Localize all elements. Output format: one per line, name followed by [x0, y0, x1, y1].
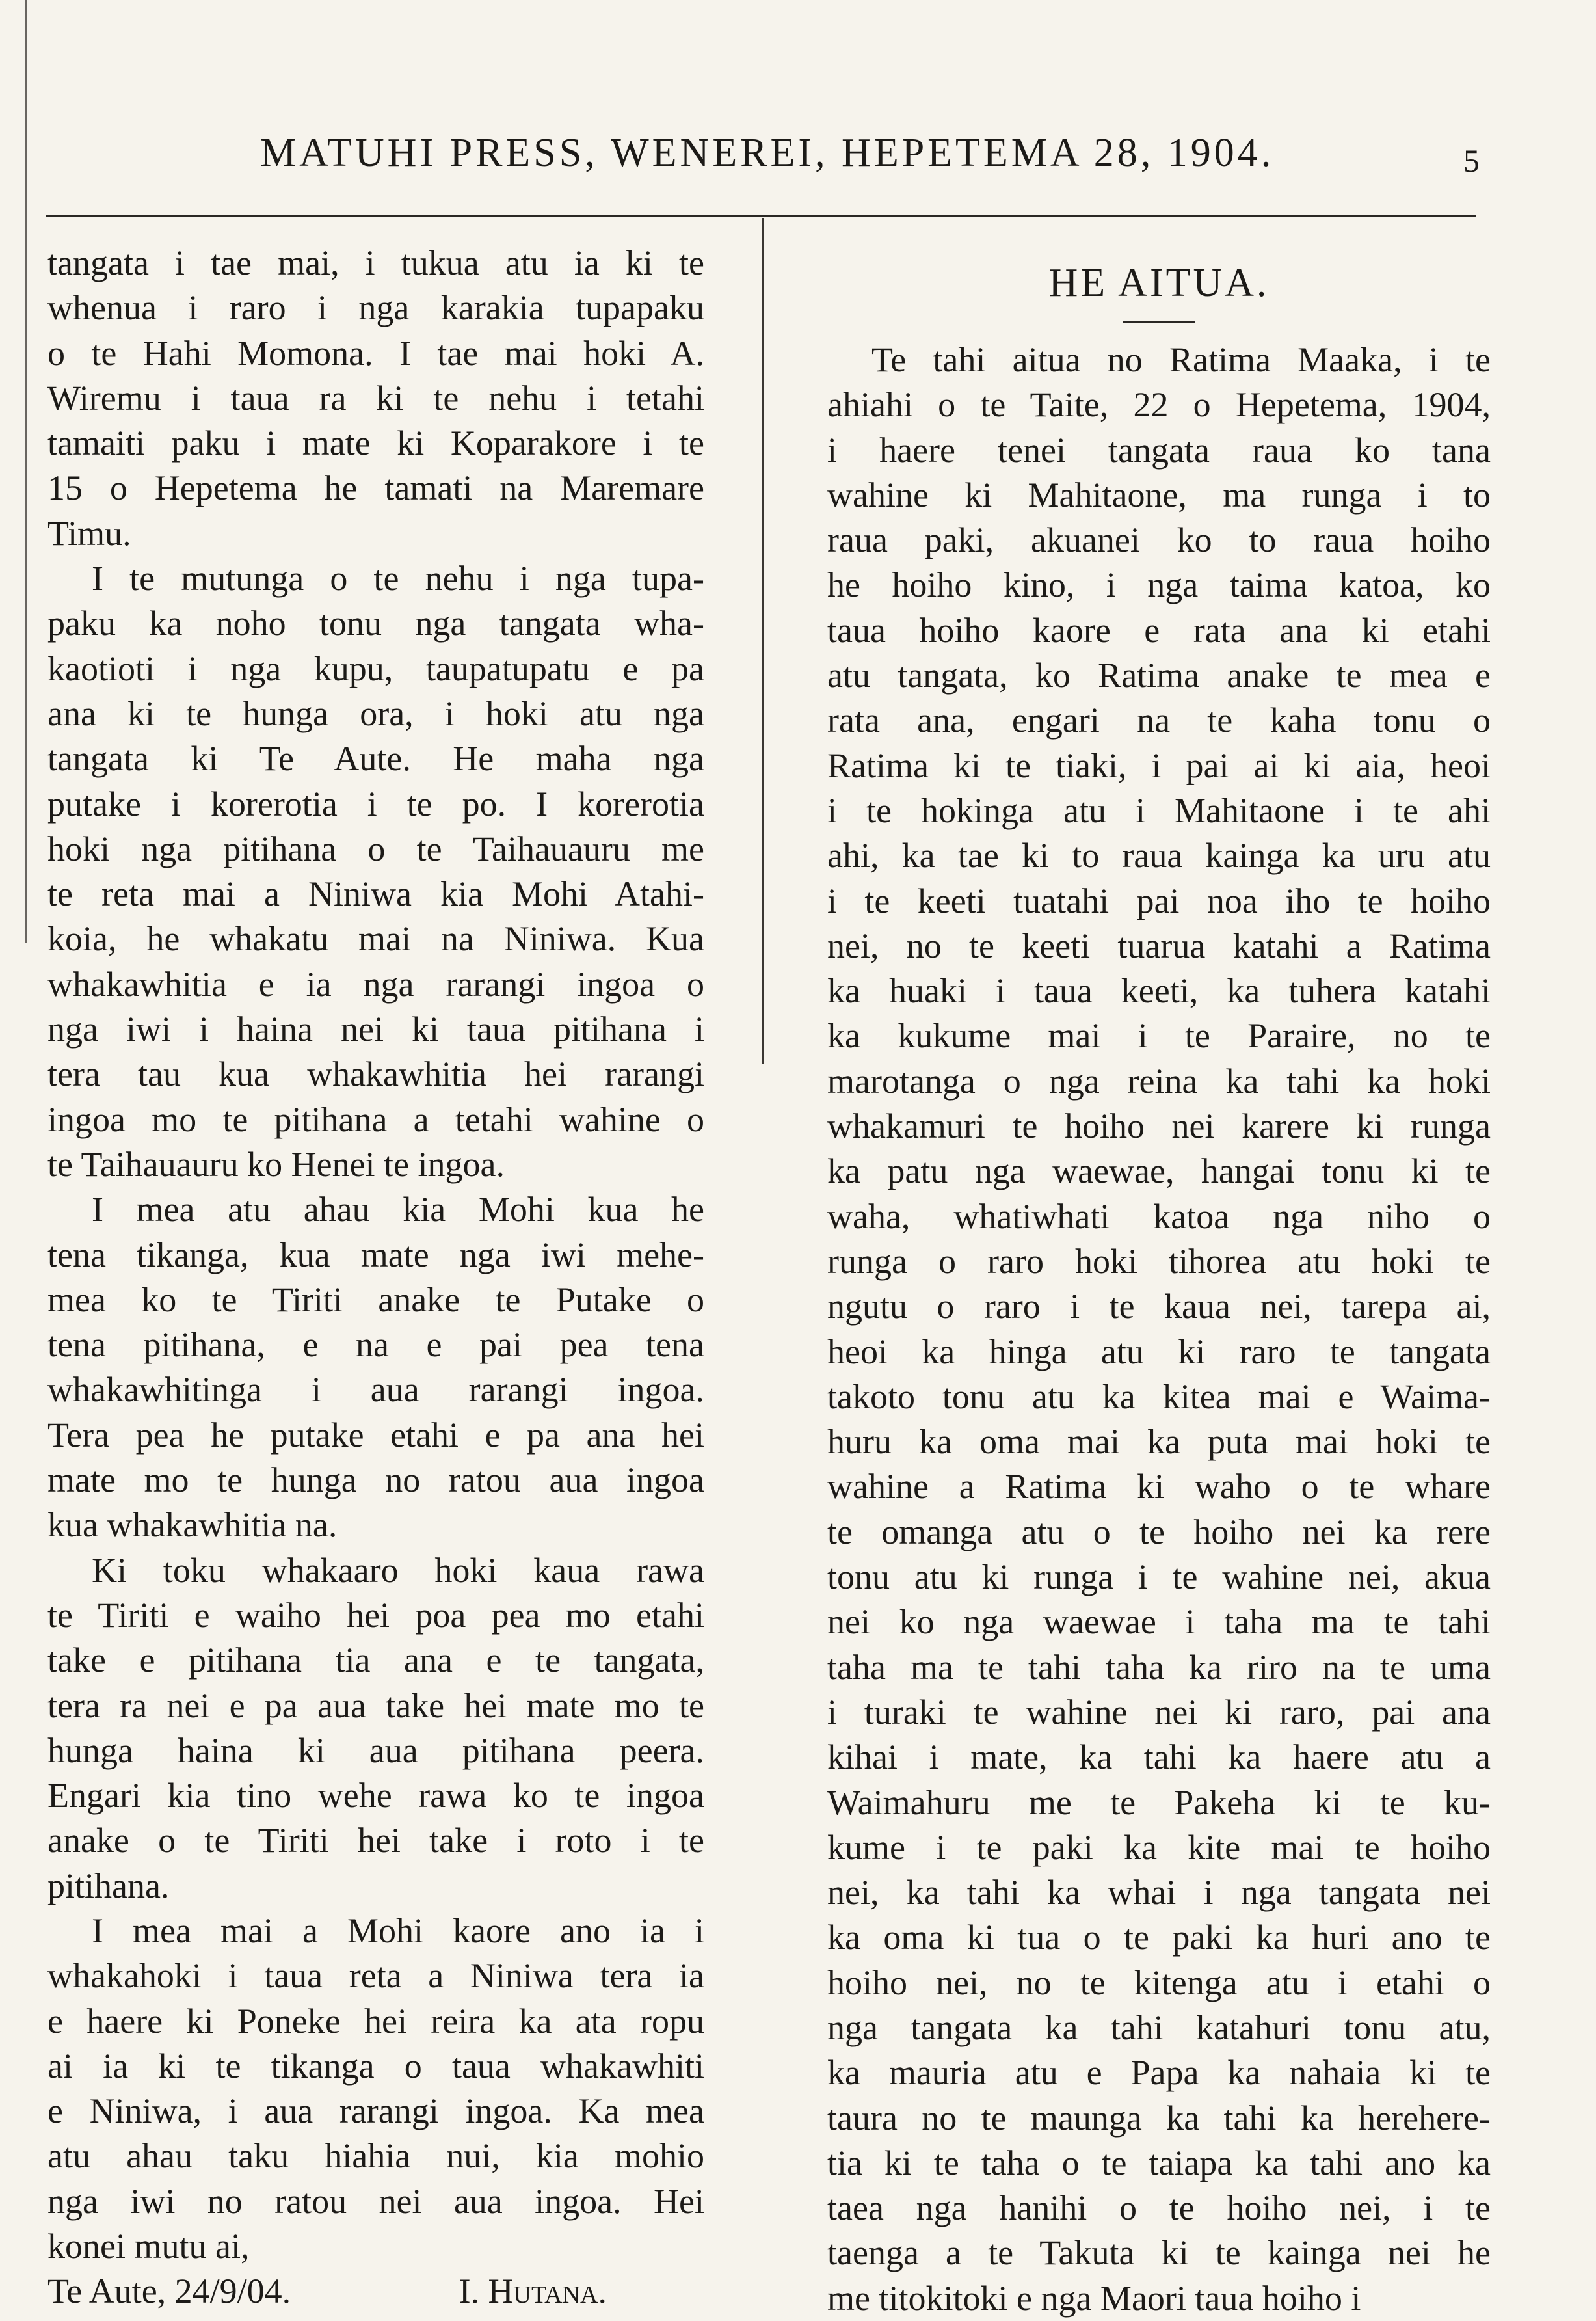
text-line: e Niniwa, i aua rarangi ingoa. Ka mea	[47, 2091, 704, 2131]
text-line: hunga haina ki aua pitihana peera.	[47, 1730, 704, 1770]
text-line: ingoa mo te pitihana a tetahi wahine o	[47, 1099, 704, 1139]
text-line: nei ko nga waewae i taha ma te tahi	[827, 1602, 1491, 1642]
text-line: taua hoiho kaore e rata ana ki etahi	[827, 610, 1491, 650]
text-line: Ratima ki te tiaki, i pai ai ki aia, heoi	[827, 745, 1491, 785]
text-line: nei, ka tahi ka whai i nga tangata nei	[827, 1873, 1491, 1912]
text-line: e haere ki Poneke hei reira ka ata ropu	[47, 2001, 704, 2041]
text-line: atu tangata, ko Ratima anake te mea e	[827, 656, 1491, 695]
text-line: putake i korerotia i te po. I korerotia	[47, 784, 704, 824]
text-line: Te tahi aitua no Ratima Maaka, i te	[871, 340, 1491, 379]
text-line: ahi, ka tae ki to raua kainga ka uru atu	[827, 836, 1491, 876]
text-line: te Tiriti e waiho hei poa pea mo etahi	[47, 1595, 704, 1635]
paragraph	[827, 338, 1491, 2321]
text-line: ka oma ki tua o te paki ka huri ano te	[827, 1918, 1491, 1957]
signoff-place-date: Te Aute, 24/9/04.	[47, 2272, 291, 2311]
left-margin-rule	[25, 0, 27, 943]
text-line: mea ko te Tiriti anake te Putake o	[47, 1280, 704, 1319]
text-line: paku ka noho tonu nga tangata wha-	[47, 604, 704, 643]
text-line: Tera pea he putake etahi e pa ana hei	[47, 1415, 704, 1455]
text-line: ka huaki i taua keeti, ka tuhera katahi	[827, 971, 1491, 1011]
text-line: Ki toku whakaaro hoki kaua rawa	[92, 1550, 704, 1590]
text-line: pitihana.	[47, 1866, 170, 1905]
text-line: tera tau kua whakawhitia hei rarangi	[47, 1054, 704, 1094]
text-line: tonu atu ki runga i te wahine nei, akua	[827, 1557, 1491, 1597]
title-rule	[1123, 321, 1195, 323]
paragraph	[47, 556, 704, 1187]
text-line: take e pitihana tia ana e te tangata,	[47, 1641, 704, 1680]
running-head-title: MATUHI PRESS, WENEREI, HEPETEMA 28, 1904.	[260, 131, 1275, 175]
text-line: huru ka oma mai ka puta mai hoki te	[827, 1422, 1491, 1462]
text-line: ka kukume mai i te Paraire, no te	[827, 1016, 1491, 1056]
text-line: te reta mai a Niniwa kia Mohi Atahi-	[47, 874, 704, 914]
text-line: o te Hahi Momona. I tae mai hoki A.	[47, 333, 704, 373]
text-line: konei mutu ai,	[47, 2227, 250, 2266]
text-line: nga tangata ka tahi katahuri tonu atu,	[827, 2007, 1491, 2047]
text-line: nei, no te keeti tuarua katahi a Ratima	[827, 926, 1491, 965]
text-line: nga iwi i haina nei ki taua pitihana i	[47, 1010, 704, 1049]
header-rule	[46, 215, 1476, 217]
text-line: tena tikanga, kua mate nga iwi mehe-	[47, 1235, 704, 1274]
text-line: tera ra nei e pa aua take hei mate mo te	[47, 1685, 704, 1725]
text-line: i turaki te wahine nei ki raro, pai ana	[827, 1692, 1491, 1732]
text-line: rata ana, engari na te kaha tonu o	[827, 701, 1491, 740]
paragraph	[47, 1187, 704, 1548]
text-line: waha, whatiwhati katoa nga niho o	[827, 1196, 1491, 1236]
text-line: whakahoki i taua reta a Niniwa tera ia	[47, 1956, 704, 1996]
text-line: hoiho nei, no te kitenga atu i etahi o	[827, 1963, 1491, 2002]
text-line: I mea atu ahau kia Mohi kua he	[92, 1190, 704, 1229]
page-header	[39, 124, 1496, 195]
text-line: I te mutunga o te nehu i nga tupa-	[92, 559, 704, 598]
column-divider	[762, 218, 764, 1064]
text-line: kihai i mate, ka tahi ka haere atu a	[827, 1737, 1491, 1777]
text-line: Engari kia tino wehe rawa ko te ingoa	[47, 1776, 704, 1816]
text-line: i haere tenei tangata raua ko tana	[827, 430, 1491, 470]
text-line: heoi ka hinga atu ki raro te tangata	[827, 1332, 1491, 1371]
text-line: Timu.	[47, 513, 131, 553]
article-body	[827, 338, 1491, 2321]
text-line: marotanga o nga reina ka tahi ka hoki	[827, 1061, 1491, 1101]
text-line: wahine ki Mahitaone, ma runga i to	[827, 475, 1491, 515]
text-line: koia, he whakatu mai na Niniwa. Kua	[47, 919, 704, 959]
text-line: takoto tonu atu ka kitea mai e Waima-	[827, 1376, 1491, 1416]
text-line: raua paki, akuanei ko to raua hoiho	[827, 520, 1491, 560]
text-line: whakamuri te hoiho nei karere ki runga	[827, 1107, 1491, 1146]
text-line: kume i te paki ka kite mai te hoiho	[827, 1827, 1491, 1867]
text-line: me titokitoki e nga Maori taua hoiho i	[827, 2278, 1361, 2318]
text-line: taha ma te tahi taha ka riro na te uma	[827, 1647, 1491, 1687]
text-line: i te hokinga atu i Mahitaone i te ahi	[827, 790, 1491, 830]
text-line: ai ia ki te tikanga o taua whakawhiti	[47, 2046, 704, 2086]
article-title: HE AITUA.	[1048, 261, 1270, 305]
text-line: taura no te maunga ka tahi ka herehere-	[827, 2098, 1491, 2138]
text-line: tena pitihana, e na e pai pea tena	[47, 1325, 704, 1365]
text-line: taea nga hanihi o te hoiho nei, i te	[827, 2188, 1491, 2228]
right-column	[827, 254, 1491, 2321]
text-line: i te keeti tuatahi pai noa iho te hoiho	[827, 881, 1491, 920]
text-line: ahiahi o te Taite, 22 o Hepetema, 1904,	[827, 385, 1491, 425]
paragraph	[47, 1548, 704, 1909]
text-line: anake o te Tiriti hei take i roto i te	[47, 1821, 704, 1860]
text-line: Waimahuru me te Pakeha ki te ku-	[827, 1782, 1491, 1822]
signoff-author: I. Hutana.	[459, 2272, 607, 2311]
text-line: whenua i raro i nga karakia tupapaku	[47, 288, 704, 328]
text-line: tangata i tae mai, i tukua atu ia ki te	[47, 243, 704, 282]
text-line: ana ki te hunga ora, i hoki atu nga	[47, 693, 704, 733]
text-line: tia ki te taha o te taiapa ka tahi ano ka	[827, 2143, 1491, 2182]
text-line: 15 o Hepetema he tamati na Maremare	[47, 468, 704, 508]
text-line: hoki nga pitihana o te Taihauauru me	[47, 829, 704, 868]
text-line: kaotioti i nga kupu, taupatupatu e pa	[47, 649, 704, 688]
page-number: 5	[1463, 142, 1480, 179]
text-line: te omanga atu o te hoiho nei ka rere	[827, 1512, 1491, 1551]
text-line: tamaiti paku i mate ki Koparakore i te	[47, 423, 704, 463]
text-line: ngutu o raro i te kaua nei, tarepa ai,	[827, 1287, 1491, 1326]
text-line: whakawhitia e ia nga rarangi ingoa o	[47, 964, 704, 1004]
text-line: I mea mai a Mohi kaore ano ia i	[92, 1911, 704, 1950]
text-line: ka mauria atu e Papa ka nahaia ki te	[827, 2053, 1491, 2093]
text-line: whakawhitinga i aua rarangi ingoa.	[47, 1370, 704, 1410]
text-line: taenga a te Takuta ki te kainga nei he	[827, 2233, 1491, 2273]
text-line: te Taihauauru ko Henei te ingoa.	[47, 1144, 505, 1184]
text-line: atu ahau taku hiahia nui, kia mohio	[47, 2136, 704, 2176]
text-line: ka patu nga waewae, hangai tonu ki te	[827, 1151, 1491, 1191]
left-column	[47, 241, 704, 2314]
paragraph	[47, 1909, 704, 2269]
text-line: wahine a Ratima ki waho o te whare	[827, 1467, 1491, 1507]
text-line: nga iwi no ratou nei aua ingoa. Hei	[47, 2181, 704, 2221]
text-line: kua whakawhitia na.	[47, 1505, 338, 1545]
text-line: runga o raro hoki tihorea atu hoki te	[827, 1241, 1491, 1281]
signoff	[47, 2269, 704, 2314]
text-line: he hoiho kino, i nga taima katoa, ko	[827, 565, 1491, 605]
text-line: mate mo te hunga no ratou aua ingoa	[47, 1460, 704, 1500]
text-line: Wiremu i taua ra ki te nehu i tetahi	[47, 378, 704, 418]
text-line: tangata ki Te Aute. He maha nga	[47, 739, 704, 779]
paragraph	[47, 241, 704, 556]
